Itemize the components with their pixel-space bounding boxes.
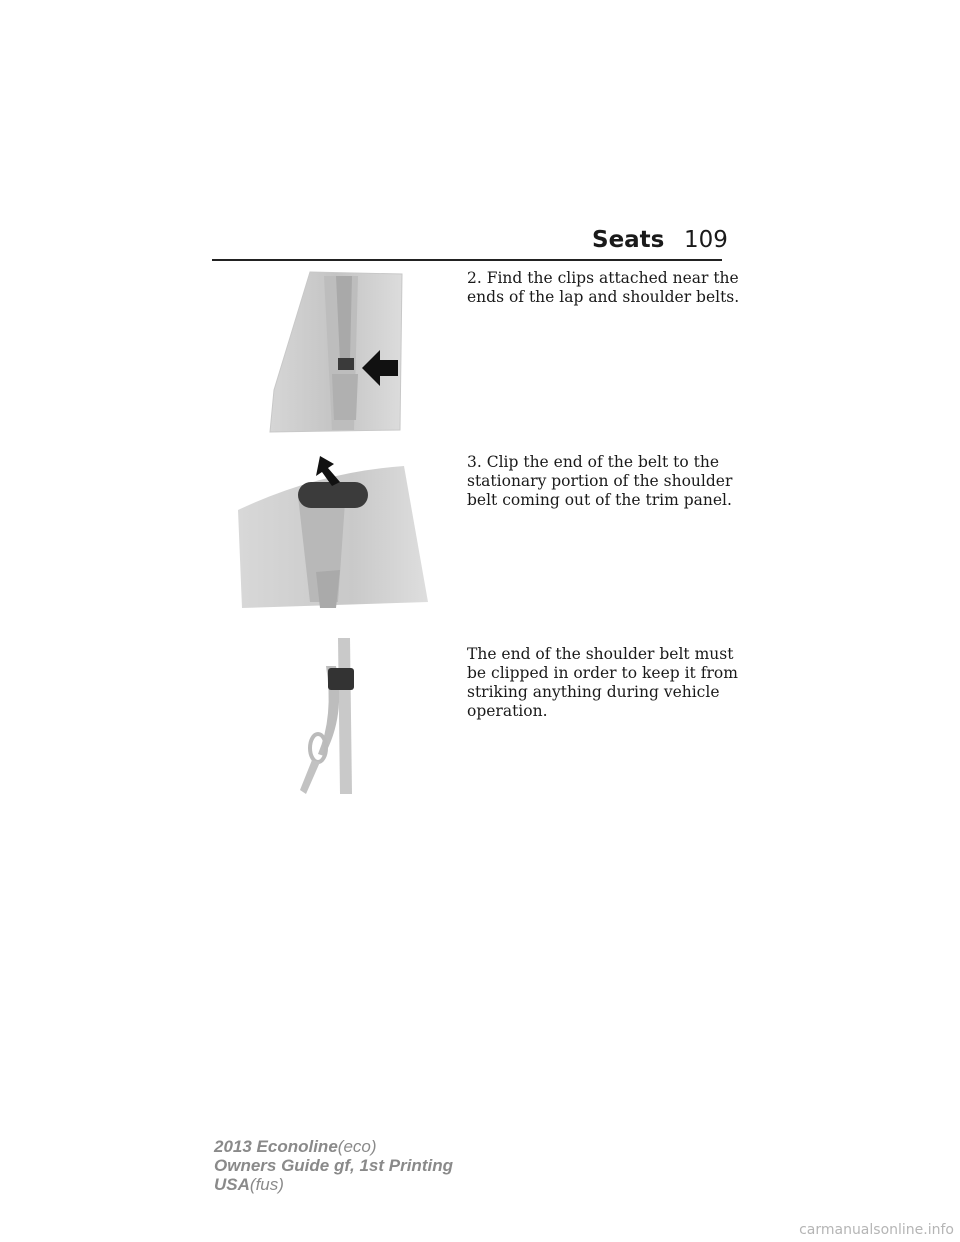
text-line: be clipped in order to keep it from [467, 664, 738, 682]
note-paragraph [467, 645, 737, 721]
footer-market-code: (fus) [249, 1175, 284, 1194]
shoulder-belt-clipped-illustration [290, 636, 370, 796]
text-line: 3. Clip the end of the belt to the [467, 453, 720, 471]
step-2-paragraph [467, 269, 740, 307]
text-line: belt coming out of the trim panel. [467, 491, 732, 509]
watermark: carmanualsonline.info [799, 1222, 954, 1238]
text-line: The end of the shoulder belt must [467, 645, 734, 663]
page-number: 109 [684, 227, 728, 253]
header-divider [212, 259, 722, 261]
step-3-paragraph [467, 453, 737, 510]
section-title: Seats [592, 227, 665, 253]
footer-model: 2013 Econoline [214, 1137, 338, 1156]
text-line: ends of the lap and shoulder belts. [467, 288, 740, 306]
print-footer [214, 1137, 453, 1194]
text-line: operation. [467, 702, 548, 720]
text-line: stationary portion of the shoulder [467, 472, 733, 490]
text-line: 2. Find the clips attached near the [467, 269, 739, 287]
footer-guide: Owners Guide gf, 1st Printing [214, 1156, 453, 1175]
trim-panel-belt-clip-illustration [228, 452, 442, 612]
text-line: striking anything during vehicle [467, 683, 720, 701]
b-pillar-belt-clip-illustration [262, 270, 412, 436]
footer-model-code: (eco) [337, 1137, 377, 1156]
footer-market: USA [214, 1175, 250, 1194]
